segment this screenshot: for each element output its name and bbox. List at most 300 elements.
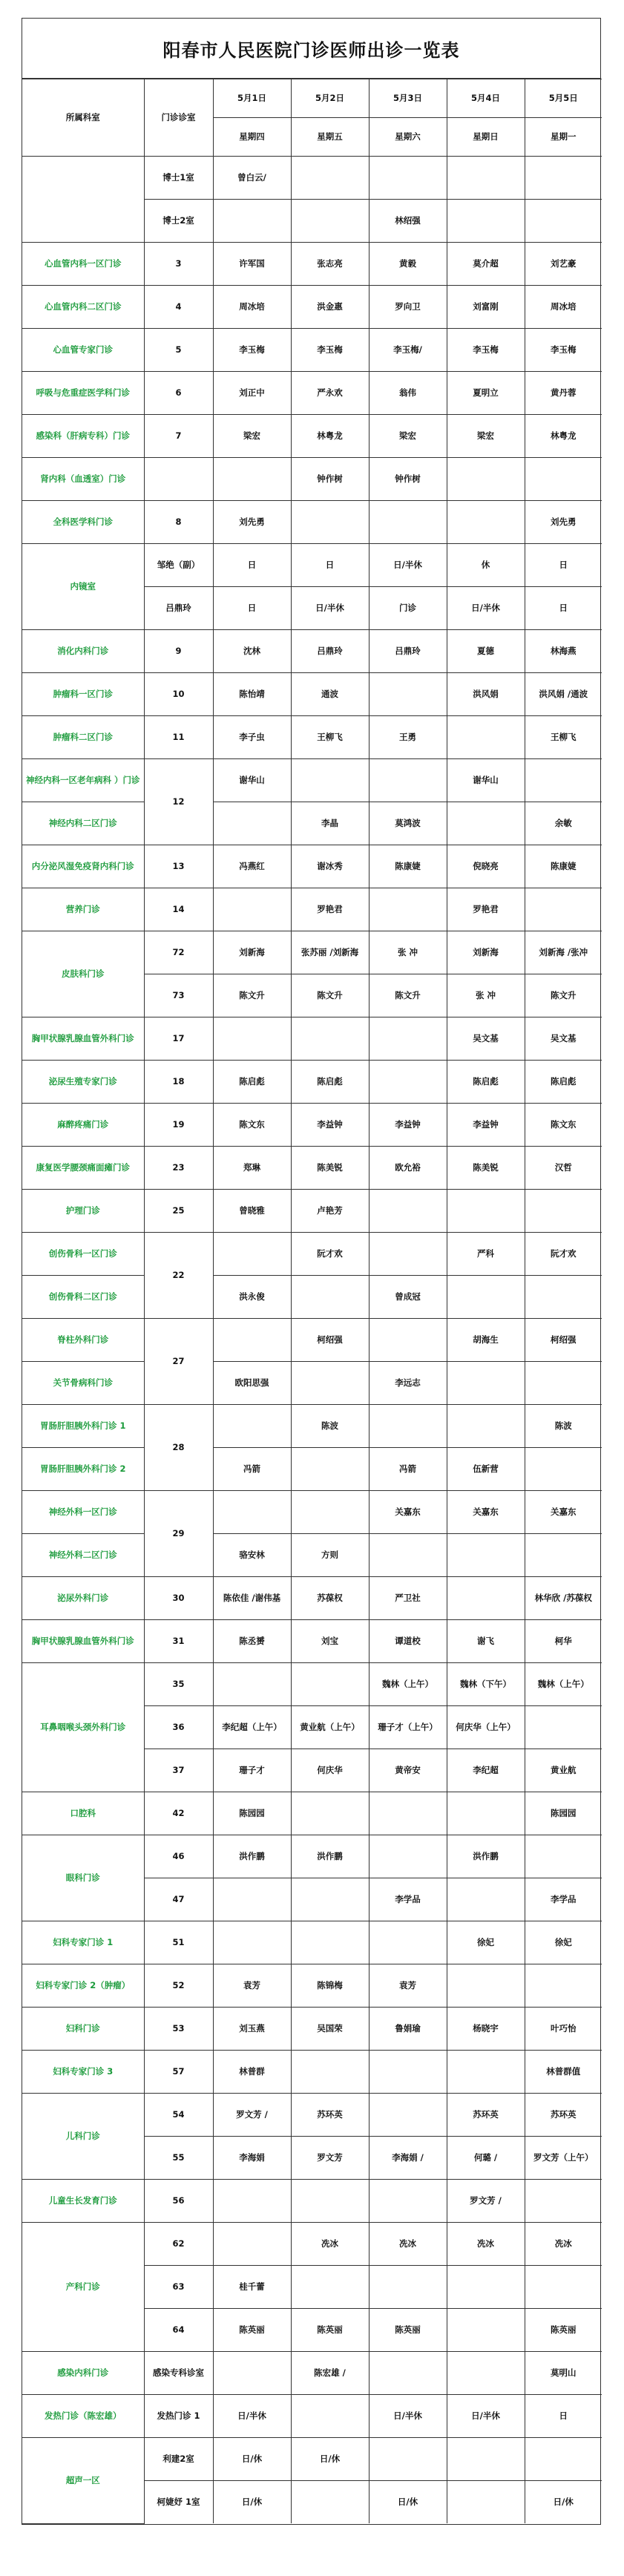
department-name: 神经外科一区门诊 — [22, 1491, 144, 1534]
clinic-room: 46 — [144, 1835, 213, 1878]
doctor-cell: 谢华山 — [447, 759, 525, 802]
doctor-cell: 冯箭 — [213, 1448, 291, 1491]
doctor-cell: 陈美锐 — [447, 1147, 525, 1190]
doctor-cell: 洪风娟 /通波 — [525, 673, 602, 716]
doctor-cell: 阮才欢 — [525, 1233, 602, 1276]
doctor-cell — [525, 1276, 602, 1319]
clinic-room: 11 — [144, 716, 213, 759]
clinic-room: 发热门诊 1 — [144, 2395, 213, 2438]
doctor-cell: 日/半休 — [369, 544, 447, 587]
doctor-cell: 陈锦梅 — [291, 1964, 369, 2008]
doctor-cell — [213, 888, 291, 931]
doctor-cell — [369, 2352, 447, 2395]
doctor-cell — [369, 2094, 447, 2137]
doctor-cell: 陈园园 — [213, 1792, 291, 1835]
doctor-cell: 罗文芳 / — [447, 2180, 525, 2223]
header-date: 5月1日 — [213, 79, 291, 118]
doctor-cell: 罗文芳 — [291, 2137, 369, 2180]
schedule-row — [22, 802, 602, 845]
doctor-cell: 陈文东 — [525, 1104, 602, 1147]
doctor-cell: 沈林 — [213, 630, 291, 673]
department-name: 心血管专家门诊 — [22, 329, 144, 372]
doctor-cell: 刘富刚 — [447, 286, 525, 329]
doctor-cell — [525, 1964, 602, 2008]
doctor-cell: 谢华山 — [213, 759, 291, 802]
doctor-cell: 莫鸿波 — [369, 802, 447, 845]
schedule-row — [22, 372, 602, 415]
department-name: 内分泌风湿免疫肾内科门诊 — [22, 845, 144, 888]
clinic-room: 30 — [144, 1577, 213, 1620]
doctor-cell: 陈波 — [291, 1405, 369, 1448]
doctor-cell: 方则 — [291, 1534, 369, 1577]
clinic-room: 55 — [144, 2137, 213, 2180]
clinic-room: 8 — [144, 501, 213, 544]
doctor-cell: 袁芳 — [213, 1964, 291, 2008]
doctor-cell — [447, 1792, 525, 1835]
doctor-cell — [291, 2180, 369, 2223]
doctor-cell: 莫介超 — [447, 243, 525, 286]
doctor-cell: 日 — [525, 544, 602, 587]
doctor-cell — [369, 759, 447, 802]
clinic-room: 57 — [144, 2051, 213, 2094]
doctor-cell — [213, 458, 291, 501]
doctor-cell: 李子虫 — [213, 716, 291, 759]
doctor-cell: 陈文升 — [213, 974, 291, 1017]
schedule-row — [22, 501, 602, 544]
doctor-cell: 李玉梅 — [213, 329, 291, 372]
page-title: 阳春市人民医院门诊医师出诊一览表 — [22, 19, 600, 79]
doctor-cell — [291, 1017, 369, 1061]
doctor-cell — [369, 1835, 447, 1878]
doctor-cell: 陈康婕 — [525, 845, 602, 888]
department-name: 耳鼻咽喉头颈外科门诊 — [22, 1663, 144, 1792]
schedule-row — [22, 1577, 602, 1620]
schedule-row — [22, 1534, 602, 1577]
department-name: 脊柱外科门诊 — [22, 1319, 144, 1362]
doctor-cell — [291, 1792, 369, 1835]
department-name: 康复医学腰颈痛面瘫门诊 — [22, 1147, 144, 1190]
doctor-cell — [447, 2438, 525, 2481]
doctor-cell: 洪金惠 — [291, 286, 369, 329]
doctor-cell: 洪作鹏 — [291, 1835, 369, 1878]
doctor-cell — [291, 1491, 369, 1534]
department-name: 泌尿生殖专家门诊 — [22, 1061, 144, 1104]
doctor-cell — [447, 1577, 525, 1620]
doctor-cell: 罗文芳（上午） — [525, 2137, 602, 2180]
schedule-row — [22, 1362, 602, 1405]
doctor-cell: 珊子才 — [213, 1749, 291, 1792]
doctor-cell: 陈启彪 — [291, 1061, 369, 1104]
doctor-cell: 日 — [525, 587, 602, 630]
clinic-room: 64 — [144, 2309, 213, 2352]
doctor-cell: 关嘉东 — [525, 1491, 602, 1534]
clinic-room: 51 — [144, 1921, 213, 1964]
doctor-cell: 柯绍强 — [291, 1319, 369, 1362]
doctor-cell — [291, 200, 369, 243]
doctor-cell: 胡海生 — [447, 1319, 525, 1362]
doctor-cell: 阮才欢 — [291, 1233, 369, 1276]
header-weekday: 星期六 — [369, 118, 447, 157]
doctor-cell: 陈美锐 — [291, 1147, 369, 1190]
doctor-cell: 陈依佳 /谢伟基 — [213, 1577, 291, 1620]
doctor-cell: 刘艺豪 — [525, 243, 602, 286]
clinic-room: 10 — [144, 673, 213, 716]
doctor-cell: 钟作树 — [369, 458, 447, 501]
doctor-cell: 洪永俊 — [213, 1276, 291, 1319]
doctor-cell: 王勇 — [369, 716, 447, 759]
schedule-row — [22, 1491, 602, 1534]
doctor-cell — [213, 1878, 291, 1921]
doctor-cell: 日/半休 — [369, 2395, 447, 2438]
department-name: 发热门诊（陈宏雄） — [22, 2395, 144, 2438]
header-department: 所属科室 — [22, 79, 144, 157]
doctor-cell: 日/休 — [213, 2481, 291, 2524]
doctor-cell: 李学品 — [369, 1878, 447, 1921]
department-name: 创伤骨科一区门诊 — [22, 1233, 144, 1276]
doctor-cell: 伍新营 — [447, 1448, 525, 1491]
clinic-room: 4 — [144, 286, 213, 329]
doctor-cell: 陈文升 — [291, 974, 369, 1017]
doctor-cell: 徐妃 — [447, 1921, 525, 1964]
doctor-cell — [213, 1319, 291, 1362]
clinic-room: 31 — [144, 1620, 213, 1663]
schedule-row — [22, 2223, 602, 2266]
doctor-cell — [447, 1405, 525, 1448]
doctor-cell: 翁伟 — [369, 372, 447, 415]
department-name: 内镜室 — [22, 544, 144, 630]
doctor-cell: 冯燕红 — [213, 845, 291, 888]
department-name: 感染科（肝病专科）门诊 — [22, 415, 144, 458]
doctor-cell: 李玉梅 — [447, 329, 525, 372]
doctor-cell: 梁宏 — [369, 415, 447, 458]
department-name: 消化内科门诊 — [22, 630, 144, 673]
doctor-cell: 王柳飞 — [525, 716, 602, 759]
doctor-cell: 罗艳君 — [447, 888, 525, 931]
schedule-row — [22, 2008, 602, 2051]
schedule-row — [22, 673, 602, 716]
doctor-cell: 林粤龙 — [291, 415, 369, 458]
doctor-cell: 陈康婕 — [369, 845, 447, 888]
doctor-cell: 李纪超（上午） — [213, 1706, 291, 1749]
doctor-cell — [291, 1921, 369, 1964]
doctor-cell: 苏环英 — [525, 2094, 602, 2137]
doctor-cell — [213, 1491, 291, 1534]
header-weekday: 星期四 — [213, 118, 291, 157]
schedule-row — [22, 544, 602, 587]
doctor-cell — [369, 1405, 447, 1448]
schedule-row — [22, 286, 602, 329]
doctor-cell — [213, 1405, 291, 1448]
clinic-room: 29 — [144, 1491, 213, 1577]
doctor-cell — [213, 1663, 291, 1706]
department-name: 创伤骨科二区门诊 — [22, 1276, 144, 1319]
doctor-cell: 日 — [291, 544, 369, 587]
doctor-cell — [447, 2309, 525, 2352]
doctor-cell: 骆安林 — [213, 1534, 291, 1577]
doctor-cell: 林绍强 — [369, 200, 447, 243]
doctor-cell — [213, 2352, 291, 2395]
doctor-cell: 日 — [213, 544, 291, 587]
clinic-room: 25 — [144, 1190, 213, 1233]
doctor-cell: 日/休 — [369, 2481, 447, 2524]
department-name: 护理门诊 — [22, 1190, 144, 1233]
clinic-room: 14 — [144, 888, 213, 931]
doctor-cell — [447, 1190, 525, 1233]
doctor-cell: 休 — [447, 544, 525, 587]
doctor-cell: 王柳飞 — [291, 716, 369, 759]
department-name: 感染内科门诊 — [22, 2352, 144, 2395]
doctor-cell: 张志亮 — [291, 243, 369, 286]
doctor-cell: 洪风娟 — [447, 673, 525, 716]
doctor-cell — [213, 2180, 291, 2223]
department-name: 超声一区 — [22, 2438, 144, 2524]
doctor-cell: 日/休 — [525, 2481, 602, 2524]
clinic-room: 吕鼎玲 — [144, 587, 213, 630]
doctor-cell: 吴文基 — [525, 1017, 602, 1061]
doctor-cell — [447, 1276, 525, 1319]
doctor-cell: 周冰培 — [525, 286, 602, 329]
doctor-cell — [291, 1878, 369, 1921]
header-date: 5月5日 — [525, 79, 602, 118]
doctor-cell: 陈文东 — [213, 1104, 291, 1147]
doctor-cell: 周冰培 — [213, 286, 291, 329]
doctor-cell — [291, 501, 369, 544]
department-name: 妇科门诊 — [22, 2008, 144, 2051]
schedule-body — [22, 79, 602, 2524]
doctor-cell — [525, 2266, 602, 2309]
doctor-cell: 卢艳芳 — [291, 1190, 369, 1233]
doctor-cell — [213, 1233, 291, 1276]
department-name: 神经外科二区门诊 — [22, 1534, 144, 1577]
doctor-cell: 李海娟 / — [369, 2137, 447, 2180]
doctor-cell: 夏德 — [447, 630, 525, 673]
schedule-row — [22, 716, 602, 759]
doctor-cell — [525, 157, 602, 200]
doctor-cell: 刘新海 — [447, 931, 525, 974]
doctor-cell: 洪作鹏 — [213, 1835, 291, 1878]
doctor-cell — [447, 2352, 525, 2395]
doctor-cell: 苏环英 — [447, 2094, 525, 2137]
doctor-cell: 吕鼎玲 — [369, 630, 447, 673]
doctor-cell — [447, 2481, 525, 2524]
doctor-cell — [369, 501, 447, 544]
doctor-cell — [369, 1233, 447, 1276]
doctor-cell: 李玉梅 — [291, 329, 369, 372]
clinic-room: 37 — [144, 1749, 213, 1792]
clinic-room: 22 — [144, 1233, 213, 1319]
clinic-room: 9 — [144, 630, 213, 673]
doctor-cell — [525, 1448, 602, 1491]
doctor-cell — [447, 1878, 525, 1921]
doctor-cell: 严卫社 — [369, 1577, 447, 1620]
doctor-cell: 陈文升 — [369, 974, 447, 1017]
doctor-cell: 陈英丽 — [213, 2309, 291, 2352]
doctor-cell — [291, 1448, 369, 1491]
doctor-cell: 何璐 / — [447, 2137, 525, 2180]
schedule-row — [22, 1061, 602, 1104]
schedule-row — [22, 1405, 602, 1448]
doctor-cell: 日/休 — [291, 2438, 369, 2481]
department-name: 胸甲状腺乳腺血管外科门诊 — [22, 1620, 144, 1663]
clinic-room: 28 — [144, 1405, 213, 1491]
doctor-cell: 陈宏雄 / — [291, 2352, 369, 2395]
doctor-cell — [525, 458, 602, 501]
clinic-room: 柯婕妤 1室 — [144, 2481, 213, 2524]
doctor-cell — [291, 759, 369, 802]
department-name: 妇科专家门诊 3 — [22, 2051, 144, 2094]
schedule-row — [22, 2180, 602, 2223]
doctor-cell — [447, 458, 525, 501]
doctor-cell: 倪晓亮 — [447, 845, 525, 888]
doctor-cell: 陈英丽 — [291, 2309, 369, 2352]
schedule-row — [22, 1233, 602, 1276]
doctor-cell — [291, 2395, 369, 2438]
department-name: 肿瘤科一区门诊 — [22, 673, 144, 716]
doctor-cell: 曾晓雅 — [213, 1190, 291, 1233]
doctor-cell: 李晶 — [291, 802, 369, 845]
clinic-room: 12 — [144, 759, 213, 845]
doctor-cell: 刘宝 — [291, 1620, 369, 1663]
doctor-cell — [369, 673, 447, 716]
clinic-room: 72 — [144, 931, 213, 974]
doctor-cell: 莫明山 — [525, 2352, 602, 2395]
doctor-cell: 吴文基 — [447, 1017, 525, 1061]
doctor-cell: 严科 — [447, 1233, 525, 1276]
department-name: 胸甲状腺乳腺血管外科门诊 — [22, 1017, 144, 1061]
clinic-room: 邹绝（副） — [144, 544, 213, 587]
doctor-cell: 魏林（上午） — [369, 1663, 447, 1706]
schedule-row — [22, 1620, 602, 1663]
doctor-cell: 汉哲 — [525, 1147, 602, 1190]
doctor-cell — [291, 157, 369, 200]
clinic-room: 62 — [144, 2223, 213, 2266]
doctor-cell: 日/休 — [213, 2438, 291, 2481]
doctor-cell — [291, 2266, 369, 2309]
doctor-cell: 叶巧怡 — [525, 2008, 602, 2051]
doctor-cell: 严永欢 — [291, 372, 369, 415]
doctor-cell: 黄毅 — [369, 243, 447, 286]
header-date-row — [22, 79, 602, 118]
clinic-room: 3 — [144, 243, 213, 286]
doctor-cell — [447, 802, 525, 845]
doctor-cell: 曾白云/ — [213, 157, 291, 200]
doctor-cell — [369, 1017, 447, 1061]
doctor-cell: 陈英丽 — [369, 2309, 447, 2352]
doctor-cell: 谢飞 — [447, 1620, 525, 1663]
schedule-row — [22, 1663, 602, 1706]
schedule-row — [22, 157, 602, 200]
doctor-cell — [369, 2266, 447, 2309]
doctor-cell: 张 冲 — [447, 974, 525, 1017]
clinic-room: 35 — [144, 1663, 213, 1706]
doctor-cell — [525, 1706, 602, 1749]
department-name: 心血管内科一区门诊 — [22, 243, 144, 286]
schedule-row — [22, 2438, 602, 2481]
clinic-room: 19 — [144, 1104, 213, 1147]
doctor-cell: 陈启彪 — [213, 1061, 291, 1104]
doctor-cell: 郑琳 — [213, 1147, 291, 1190]
schedule-row — [22, 1190, 602, 1233]
clinic-room: 7 — [144, 415, 213, 458]
schedule-row — [22, 1792, 602, 1835]
doctor-cell — [369, 1534, 447, 1577]
doctor-cell: 李益钟 — [291, 1104, 369, 1147]
header-date: 5月2日 — [291, 79, 369, 118]
doctor-cell: 林普群值 — [525, 2051, 602, 2094]
schedule-row — [22, 2094, 602, 2137]
department-name: 神经内科一区老年病科 ）门诊 — [22, 759, 144, 802]
department-name: 产科门诊 — [22, 2223, 144, 2352]
doctor-cell — [369, 888, 447, 931]
clinic-room: 47 — [144, 1878, 213, 1921]
department-name: 肿瘤科二区门诊 — [22, 716, 144, 759]
clinic-room — [144, 458, 213, 501]
header-weekday: 星期五 — [291, 118, 369, 157]
doctor-cell — [369, 2180, 447, 2223]
doctor-cell: 刘正中 — [213, 372, 291, 415]
schedule-row — [22, 1448, 602, 1491]
doctor-cell: 冼冰 — [525, 2223, 602, 2266]
clinic-room: 36 — [144, 1706, 213, 1749]
doctor-cell: 李远志 — [369, 1362, 447, 1405]
doctor-cell — [525, 888, 602, 931]
doctor-cell — [525, 1362, 602, 1405]
schedule-row — [22, 329, 602, 372]
doctor-cell — [369, 1792, 447, 1835]
doctor-cell: 罗艳君 — [291, 888, 369, 931]
doctor-cell: 李益钟 — [447, 1104, 525, 1147]
doctor-cell — [447, 2051, 525, 2094]
doctor-cell: 陈英丽 — [525, 2309, 602, 2352]
doctor-cell: 魏林（下午） — [447, 1663, 525, 1706]
doctor-cell — [447, 1534, 525, 1577]
clinic-room: 56 — [144, 2180, 213, 2223]
schedule-row — [22, 630, 602, 673]
header-weekday: 星期一 — [525, 118, 602, 157]
department-name: 呼吸与危重症医学科门诊 — [22, 372, 144, 415]
doctor-cell — [213, 1921, 291, 1964]
doctor-cell: 苏环英 — [291, 2094, 369, 2137]
doctor-cell: 柯绍强 — [525, 1319, 602, 1362]
schedule-row — [22, 888, 602, 931]
doctor-cell: 黄业航（上午） — [291, 1706, 369, 1749]
department-name: 神经内科二区门诊 — [22, 802, 144, 845]
clinic-room: 感染专科诊室 — [144, 2352, 213, 2395]
doctor-cell: 林海燕 — [525, 630, 602, 673]
header-date: 5月3日 — [369, 79, 447, 118]
doctor-cell: 陈丞赟 — [213, 1620, 291, 1663]
clinic-room: 利建2室 — [144, 2438, 213, 2481]
schedule-row — [22, 931, 602, 974]
doctor-cell: 李玉梅/ — [369, 329, 447, 372]
doctor-cell — [447, 716, 525, 759]
doctor-cell: 徐妃 — [525, 1921, 602, 1964]
department-name: 心血管内科二区门诊 — [22, 286, 144, 329]
doctor-cell — [447, 1964, 525, 2008]
schedule-row — [22, 2395, 602, 2438]
doctor-cell: 余敏 — [525, 802, 602, 845]
doctor-cell: 通波 — [291, 673, 369, 716]
doctor-cell: 珊子才（上午） — [369, 1706, 447, 1749]
department-name: 全科医学科门诊 — [22, 501, 144, 544]
doctor-cell: 林粤龙 — [525, 415, 602, 458]
doctor-cell: 陈文升 — [525, 974, 602, 1017]
doctor-cell: 关嘉东 — [447, 1491, 525, 1534]
clinic-room: 17 — [144, 1017, 213, 1061]
doctor-cell: 日/半休 — [447, 2395, 525, 2438]
doctor-cell — [369, 2051, 447, 2094]
department-name: 营养门诊 — [22, 888, 144, 931]
